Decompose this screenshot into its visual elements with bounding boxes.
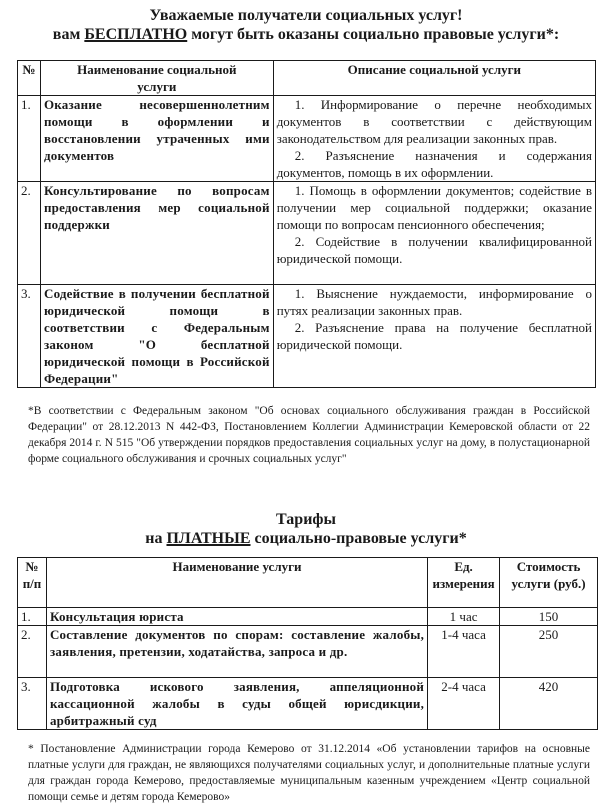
header-num: № п/п	[18, 558, 47, 608]
header-desc: Описание социальной услуги	[273, 61, 595, 96]
table-row	[18, 626, 598, 678]
row-num: 2.	[18, 626, 47, 678]
table-row	[18, 285, 596, 388]
paid-emphasis: ПЛАТНЫЕ	[166, 530, 251, 547]
table-row	[18, 608, 598, 626]
header-num: №	[18, 61, 41, 96]
row-num: 1.	[18, 96, 41, 182]
row-name: Содействие в получении бесплатной юридической помощи в соответствии с Федеральным законом "О бесплатной юридической помощи в Российской Федерации"	[40, 285, 273, 388]
row-desc: 1. Выяснение нуждаемости, информирование о путях реализации законных прав. 2. Разъяснение права на получение бесплатной юридической помощи.	[273, 285, 595, 388]
title-line-1: Тарифы	[276, 511, 336, 528]
row-name: Консультация юриста	[46, 608, 427, 626]
header-unit: Ед. измерения	[428, 558, 500, 608]
header-price: Стоимость услуги (руб.)	[500, 558, 598, 608]
row-desc: 1. Помощь в оформлении документов; содействие в получении мер социальной поддержки; оказание помощи по вопросам пенсионного обеспечения; 2. Содействие в получении квалифицированной юридической помощи.	[273, 182, 595, 285]
row-price: 420	[500, 678, 598, 730]
header-name: Наименование социальной услуги	[40, 61, 273, 96]
row-unit: 1-4 часа	[428, 626, 500, 678]
row-name: Оказание несовершеннолетним помощи в оформлении и восстановлении утраченных ими документов	[40, 96, 273, 182]
row-num: 1.	[18, 608, 47, 626]
paid-services-title	[0, 510, 612, 548]
free-services-title	[0, 6, 612, 44]
table-row	[18, 96, 596, 182]
free-footnote: *В соответствии с Федеральным законом "Об основах социального обслуживания граждан в Российской Федерации" от 28.12.2013 N 442-ФЗ, Постановлением Коллегии Администрации Кемеровской области от 22 декабря 2014 г. N 515 "Об утверждении порядков предоставления социальных услуг на дому, в полустационарной форме социального обслуживания и срочных социальных услуг"	[28, 405, 590, 465]
table-header-row	[18, 558, 598, 608]
table-row	[18, 678, 598, 730]
row-desc: 1. Информирование о перечне необходимых документов в соответствии с действующим законодательством для реализации законных прав. 2. Разъяснение назначения и содержания документов, помощь в их оформлении.	[273, 96, 595, 182]
free-emphasis: БЕСПЛАТНО	[84, 26, 188, 43]
paid-services-table	[17, 557, 598, 730]
row-name: Подготовка искового заявления, аппеляционной кассационной жалобы в суды общей юрисдикции, арбитражный суд	[46, 678, 427, 730]
row-num: 2.	[18, 182, 41, 285]
free-services-table	[17, 60, 596, 388]
row-unit: 1 час	[428, 608, 500, 626]
row-num: 3.	[18, 285, 41, 388]
row-name: Составление документов по спорам: составление жалобы, заявления, претензии, ходатайства, запроса и др.	[46, 626, 427, 678]
row-price: 250	[500, 626, 598, 678]
row-num: 3.	[18, 678, 47, 730]
row-name: Консультирование по вопросам предоставления мер социальной поддержки	[40, 182, 273, 285]
table-row	[18, 182, 596, 285]
title-line-1: Уважаемые получатели социальных услуг!	[149, 7, 463, 24]
table-header-row	[18, 61, 596, 96]
title-line-2: вам БЕСПЛАТНО могут быть оказаны социально правовые услуги*:	[52, 26, 560, 43]
paid-footnote: * Постановление Администрации города Кемерово от 31.12.2014 «Об установлении тарифов на основные платные услуги для граждан, не являющихся получателями социальных услуг, и дополнительные платные услуги для граждан города Кемерово, предоставляемые муниципальным казенным учреждением «Центр социальной помощи семье и детям города Кемерово»	[28, 743, 590, 803]
header-name: Наименование услуги	[46, 558, 427, 608]
row-price: 150	[500, 608, 598, 626]
row-unit: 2-4 часа	[428, 678, 500, 730]
title-line-2: на ПЛАТНЫЕ социально-правовые услуги*	[145, 530, 467, 547]
